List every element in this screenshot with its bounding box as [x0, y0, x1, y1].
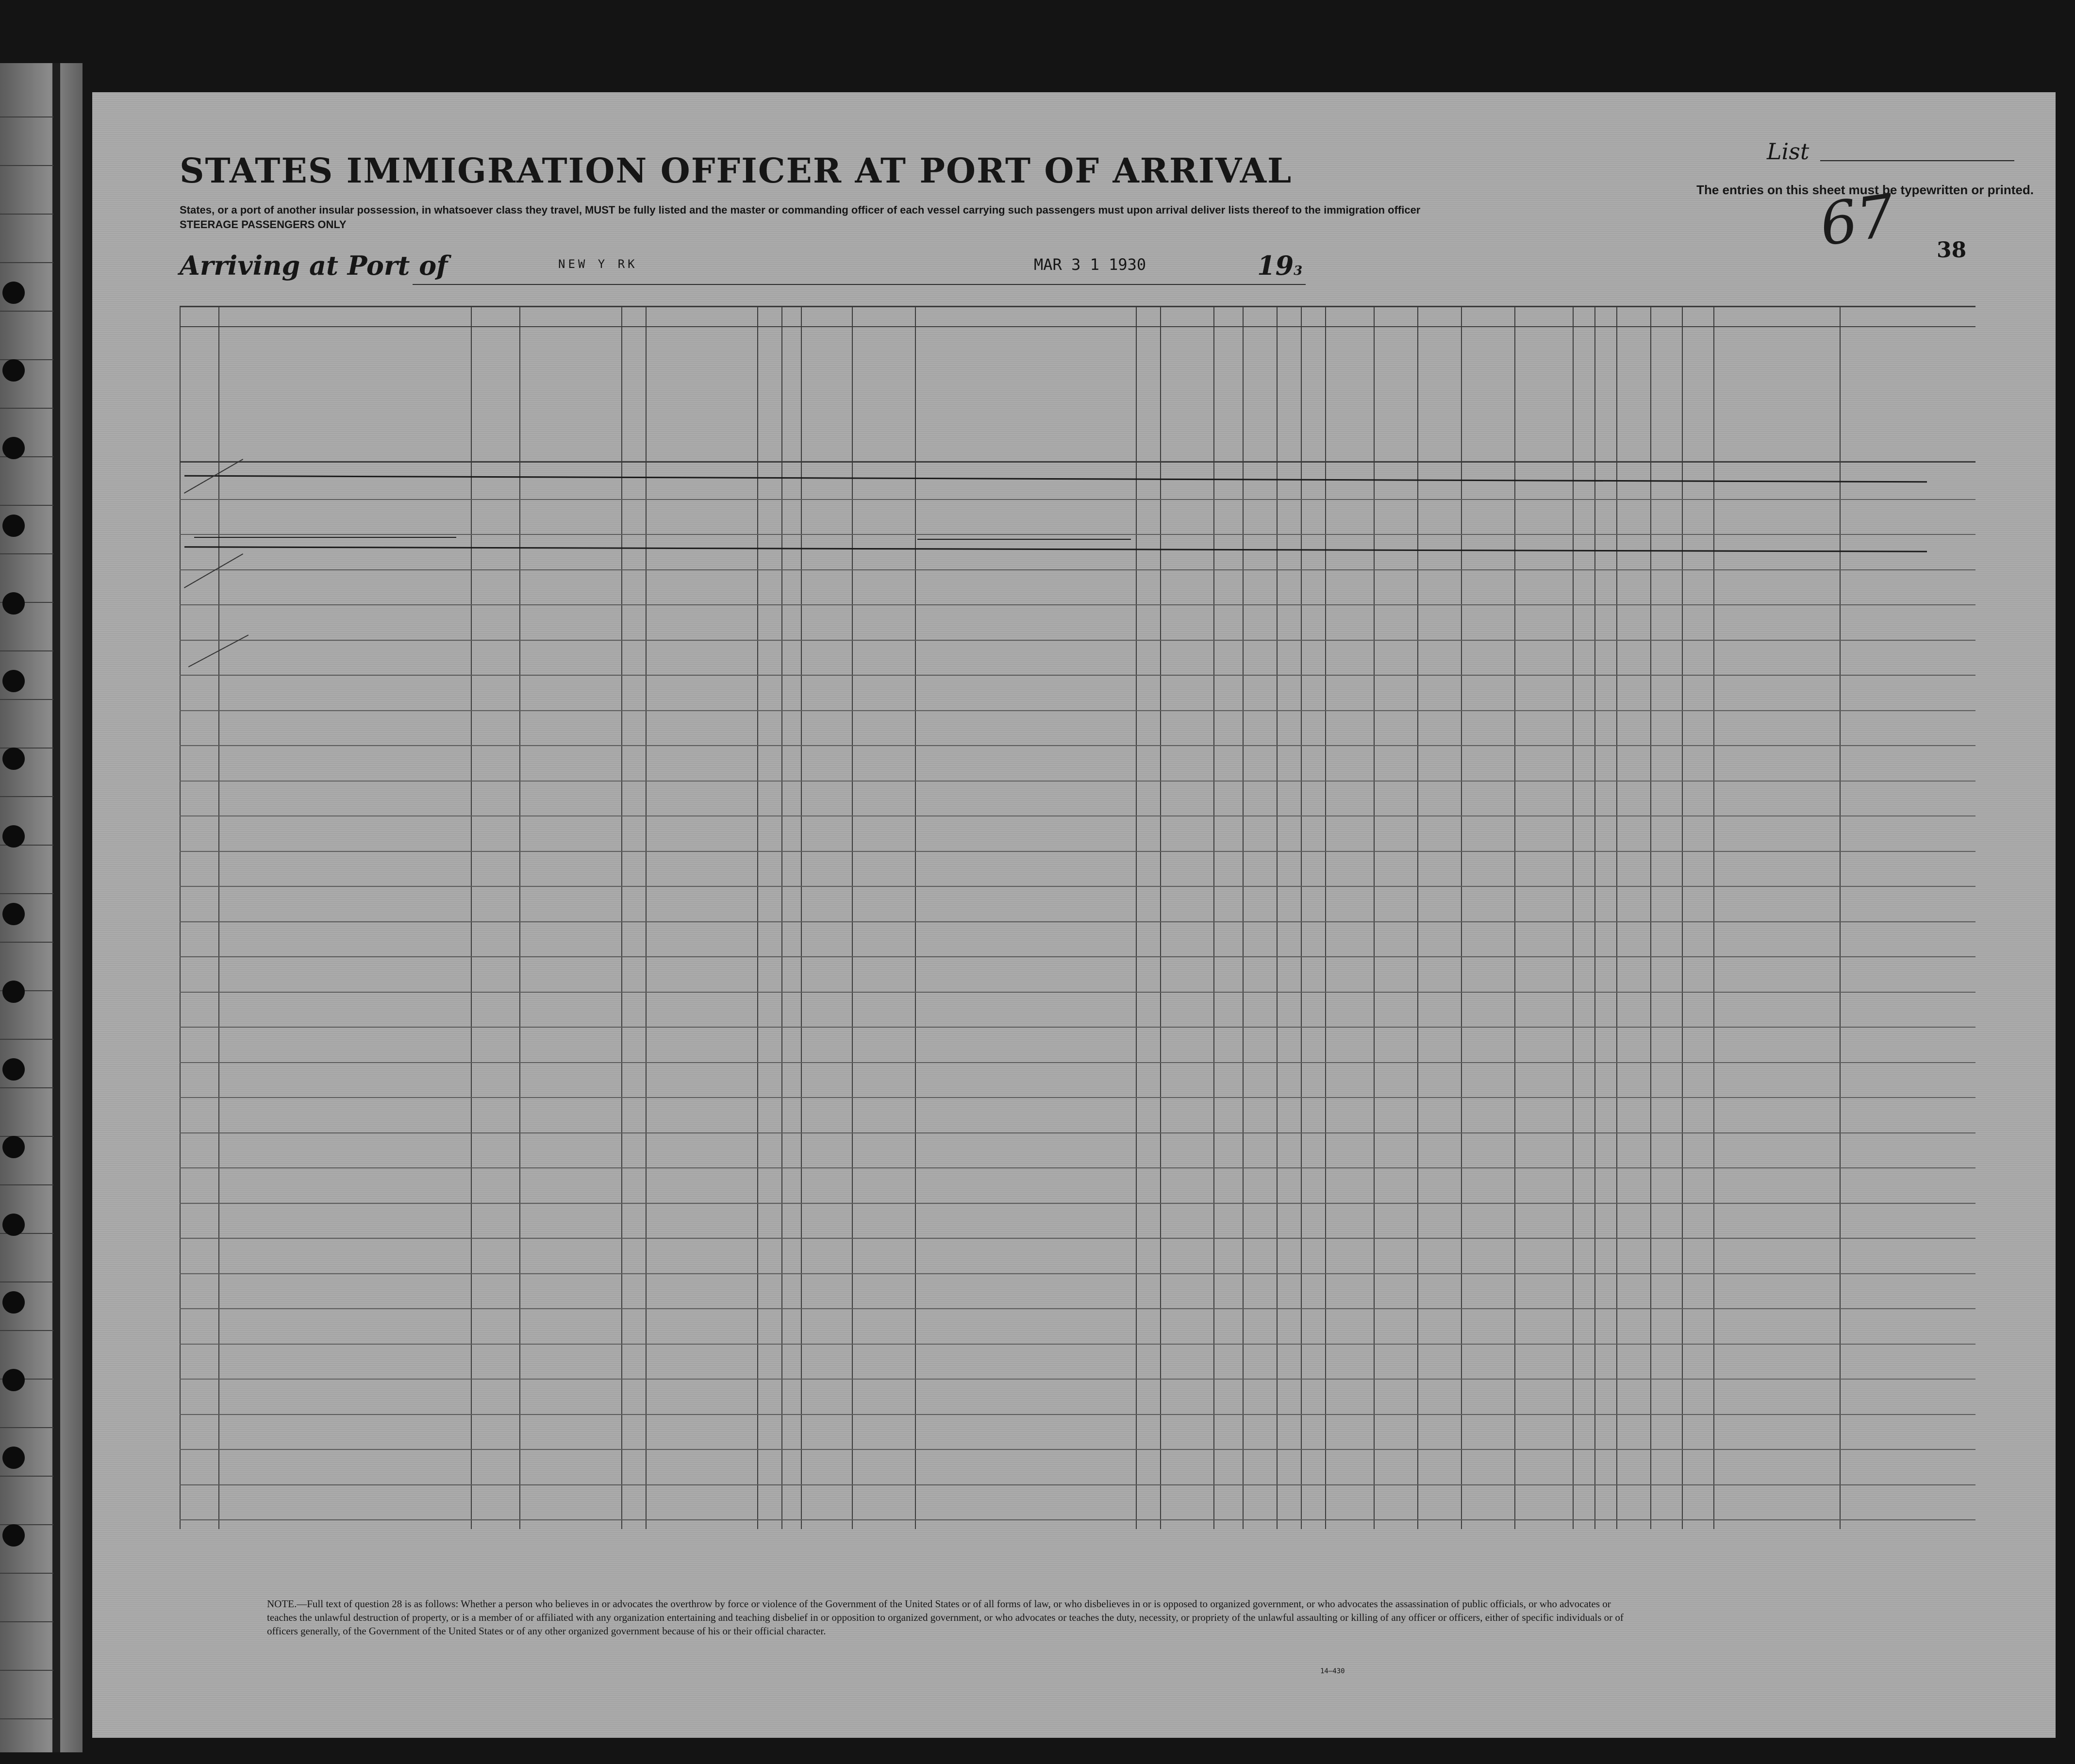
sheet-number: 38 [1937, 238, 1967, 263]
table-row-rule [180, 1097, 1975, 1098]
header-ticket [625, 357, 642, 459]
table-row-rule [180, 956, 1975, 957]
header-anarchist [1306, 357, 1322, 459]
table-row-rule [180, 1308, 1975, 1309]
table-row-rule [180, 1027, 1975, 1028]
manifest-sheet [92, 92, 2056, 1738]
column-rule [757, 306, 758, 1529]
date-underline [927, 284, 1306, 285]
left-page-rule [0, 650, 53, 651]
header-citizen [1219, 357, 1239, 459]
table-row-rule [180, 815, 1975, 816]
year-prefix: 19 [1257, 250, 1294, 281]
column-rule [646, 306, 647, 1529]
form-title: STATES IMMIGRATION OFFICER AT PORT OF ARRIVAL [180, 150, 1293, 191]
column-rule [1682, 306, 1683, 1529]
column-rule [1713, 306, 1714, 1529]
handwritten-list-mark: 67 [1816, 182, 1899, 259]
column-rule [1840, 306, 1841, 1529]
steerage-label: STEERAGE PASSENGERS ONLY [180, 218, 347, 231]
column-rule [471, 306, 472, 1529]
table-row-rule [180, 1414, 1975, 1415]
table-row-rule [180, 604, 1975, 605]
left-page-rule [0, 1476, 53, 1477]
table-row-rule [180, 992, 1975, 993]
year-suffix: 3 [1294, 264, 1303, 278]
left-page-rule [0, 214, 53, 215]
table-row-rule [180, 499, 1975, 500]
table-row-rule [180, 781, 1975, 782]
strike-line [194, 537, 456, 538]
subtitle-text: States, or a port of another insular possession, in whatsoever class they travel, MUST be fully listed and the master or commanding officer of each vessel carrying such passengers must upon arrival deliver lists thereof to the immigration officer [180, 204, 1421, 216]
form-subtitle [180, 203, 1733, 232]
left-page-rule [0, 1621, 53, 1622]
left-page-rule [0, 1330, 53, 1331]
column-rule [1514, 306, 1515, 1529]
column-rule [218, 306, 219, 1529]
punch-hole [2, 1524, 25, 1547]
list-underline [1820, 160, 2014, 161]
table-row-rule [180, 1344, 1975, 1345]
column-rule [1616, 306, 1617, 1529]
left-page-rule [0, 505, 53, 506]
header-prison [1245, 357, 1275, 459]
left-page-rule [0, 165, 53, 166]
punch-hole [2, 437, 25, 459]
punch-hole [2, 981, 25, 1003]
strike-line [184, 546, 1927, 552]
column-rule [801, 306, 802, 1529]
table-row-rule [180, 1519, 1975, 1520]
punch-hole [2, 1369, 25, 1391]
column-rule [519, 306, 520, 1529]
table-row-rule [180, 745, 1975, 746]
left-page-rule [0, 796, 53, 797]
left-page-rule [0, 553, 53, 554]
table-row-rule [180, 1484, 1975, 1485]
table-row-rule [180, 851, 1975, 852]
table-row-rule [180, 1273, 1975, 1274]
column-rule [781, 306, 782, 1529]
pencil-mark [184, 553, 243, 588]
header-intends-return [1139, 357, 1158, 459]
punch-hole [2, 670, 25, 692]
left-page-rule [0, 1039, 53, 1040]
year-label [1257, 250, 1302, 281]
punch-hole [2, 1214, 25, 1236]
table-row-rule [180, 1379, 1975, 1380]
strike-line [917, 539, 1131, 540]
colnum-rule [180, 326, 1975, 327]
column-rule [1213, 306, 1214, 1529]
punch-hole [2, 903, 25, 925]
header-deported [1422, 357, 1458, 459]
left-page-rule [0, 1718, 53, 1719]
table-row-rule [180, 675, 1975, 676]
table-row-rule [180, 640, 1975, 641]
page-fold [52, 63, 60, 1752]
column-rule [621, 306, 622, 1529]
punch-hole [2, 1058, 25, 1081]
typewritten-note: The entries on this sheet must be typewritten or printed. [1696, 183, 2034, 197]
column-rule [1417, 306, 1418, 1529]
left-page-rule [0, 1087, 53, 1088]
header-polygamist [1281, 357, 1298, 459]
left-page-rule [0, 893, 53, 894]
column-rule [1594, 306, 1595, 1529]
column-rule [180, 306, 181, 1529]
header-length-of-stay [1179, 357, 1199, 459]
punch-hole [2, 282, 25, 304]
table-row-rule [180, 534, 1975, 535]
column-rule [1243, 306, 1244, 1529]
table-row-rule [180, 886, 1975, 887]
column-rule [1650, 306, 1651, 1529]
left-page-rule [0, 1281, 53, 1282]
form-number: 14—430 [1320, 1667, 1345, 1675]
header-inches [1599, 403, 1612, 456]
arrival-date-stamp: MAR 3 1 1930 [1034, 255, 1146, 274]
table-row-rule [180, 1238, 1975, 1239]
table-row-rule [180, 1062, 1975, 1063]
punch-hole [2, 592, 25, 615]
column-rule [1277, 306, 1278, 1529]
table-row-rule [180, 1167, 1975, 1168]
header-money [761, 357, 778, 459]
left-page-rule [0, 311, 53, 312]
footnote: NOTE.—Full text of question 28 is as follows: Whether a person who believes in or advocates the overthrow by force or violence of the Government of the United States or of all forms of law, or who disbelieves in or is opposed to organized government, or who advocates the assassination of public officials, or who advocates or teaches the unlawful destruction of property, or is a member of or affiliated with any organization entertaining and teaching disbelief in or opposition to organized government, or who advocates or teaches the duty, necessity, or propriety of the unlawful assaulting or killing of any officer or officers, either of specific individuals or of officers generally, of the Government of the United States or of any other organized government because of his or their official character. [267, 1598, 1624, 1637]
left-page-rule [0, 1573, 53, 1574]
left-page-rule [0, 116, 53, 117]
column-rule [852, 306, 853, 1529]
table-top-rule [180, 306, 1975, 307]
port-value: NEW Y RK [558, 257, 638, 271]
punch-hole [2, 825, 25, 848]
column-rule [915, 306, 916, 1529]
left-page-rule [0, 699, 53, 700]
table-row-rule [180, 921, 1975, 922]
header-bottom-rule [180, 461, 1975, 463]
table-row-rule [180, 1203, 1975, 1204]
header-q29 [1378, 357, 1415, 459]
punch-hole [2, 359, 25, 382]
header-q28 [1329, 357, 1371, 459]
punch-hole [2, 1447, 25, 1469]
left-page-rule [0, 408, 53, 409]
punch-hole [2, 1136, 25, 1158]
column-rule [1160, 306, 1161, 1529]
column-rule [1301, 306, 1302, 1529]
port-underline [413, 284, 995, 285]
column-rule [1461, 306, 1462, 1529]
left-page-rule [0, 1184, 53, 1185]
left-page-rule [0, 1427, 53, 1428]
header-feet [1577, 403, 1591, 456]
left-page-rule [0, 1670, 53, 1671]
arriving-label: Arriving at Port of [180, 250, 448, 281]
column-rule [1573, 306, 1574, 1529]
left-page-rule [0, 942, 53, 943]
table-row-rule [180, 1132, 1975, 1133]
column-rule [1374, 306, 1375, 1529]
table-row-rule [180, 1449, 1975, 1450]
strike-line [184, 475, 1927, 483]
punch-hole [2, 515, 25, 537]
column-rule [1136, 306, 1137, 1529]
table-row-rule [180, 569, 1975, 570]
punch-hole [2, 748, 25, 770]
list-label: List [1767, 138, 1809, 165]
column-rule [1325, 306, 1326, 1529]
left-page-rule [0, 262, 53, 263]
table-row-rule [180, 710, 1975, 711]
punch-hole [2, 1291, 25, 1314]
